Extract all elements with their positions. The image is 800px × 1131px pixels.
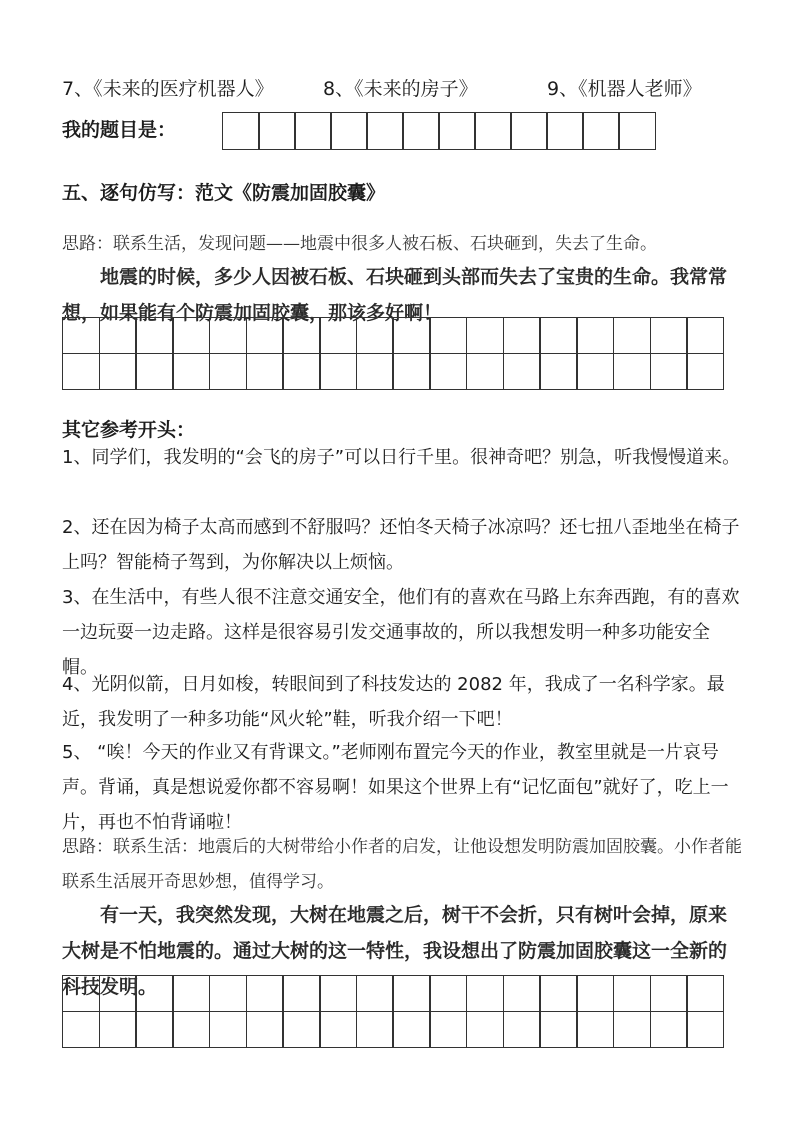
grid-cell[interactable]	[576, 1011, 614, 1048]
topic-writing-grid[interactable]	[222, 112, 654, 150]
grid-cell[interactable]	[539, 1011, 577, 1048]
grid-cell[interactable]	[503, 975, 541, 1012]
grid-cell[interactable]	[282, 353, 320, 390]
writing-grid-1[interactable]	[62, 317, 723, 388]
grid-cell[interactable]	[503, 1011, 541, 1048]
grid-cell[interactable]	[246, 975, 284, 1012]
grid-cell[interactable]	[392, 353, 430, 390]
grid-cell[interactable]	[62, 317, 100, 354]
grid-cell[interactable]	[576, 317, 614, 354]
grid-cell[interactable]	[686, 353, 724, 390]
grid-cell[interactable]	[209, 317, 247, 354]
opening-4: 4、光阴似箭，日月如梭，转眼间到了科技发达的 2082 年，我成了一名科学家。最近，我发明了一种多功能“风火轮”鞋，听我介绍一下吧！	[62, 674, 725, 730]
grid-cell[interactable]	[319, 317, 357, 354]
grid-row	[62, 317, 723, 353]
grid-cell[interactable]	[99, 975, 137, 1012]
grid-cell[interactable]	[135, 317, 173, 354]
grid-cell[interactable]	[172, 317, 210, 354]
grid-cell[interactable]	[539, 317, 577, 354]
other-openings-title: 其它参考开头：	[62, 419, 196, 441]
grid-cell[interactable]	[466, 317, 504, 354]
grid-cell[interactable]	[62, 353, 100, 390]
grid-cell[interactable]	[466, 1011, 504, 1048]
grid-cell[interactable]	[209, 975, 247, 1012]
grid-cell[interactable]	[546, 112, 584, 150]
grid-cell[interactable]	[613, 975, 651, 1012]
grid-cell[interactable]	[282, 317, 320, 354]
grid-cell[interactable]	[246, 317, 284, 354]
thought-note-2: 思路：联系生活：地震后的大树带给小作者的启发，让他设想发明防震加固胶囊。小作者能联系生活展开奇思妙想，值得学习。	[62, 837, 742, 892]
grid-cell[interactable]	[246, 353, 284, 390]
grid-cell[interactable]	[613, 317, 651, 354]
opening-5: 5、 “唉！今天的作业又有背课文。”老师刚布置完今天的作业，教室里就是一片哀号声。背诵，真是想说爱你都不容易啊！如果这个世界上有“记忆面包”就好了，吃上一片，再也不怕背诵啦！	[62, 742, 729, 833]
grid-cell[interactable]	[319, 1011, 357, 1048]
grid-cell[interactable]	[466, 353, 504, 390]
grid-cell[interactable]	[613, 1011, 651, 1048]
section-5-title: 五、逐句仿写：范文《防震加固胶囊》	[62, 182, 386, 204]
grid-cell[interactable]	[429, 975, 467, 1012]
writing-grid-2[interactable]	[62, 975, 723, 1046]
my-topic-label: 我的题目是：	[62, 119, 177, 141]
grid-cell[interactable]	[356, 1011, 394, 1048]
grid-cell[interactable]	[62, 975, 100, 1012]
model-passage-2: 有一天，我突然发现，大树在地震之后，树干不会折，只有树叶会掉，原来大树是不怕地震的。通过大树的这一特性，我设想出了防震加固胶囊这一全新的科技发明。	[62, 904, 728, 998]
grid-cell[interactable]	[539, 975, 577, 1012]
grid-cell[interactable]	[356, 353, 394, 390]
grid-cell[interactable]	[282, 975, 320, 1012]
grid-cell[interactable]	[503, 353, 541, 390]
grid-cell[interactable]	[209, 1011, 247, 1048]
grid-cell[interactable]	[438, 112, 476, 150]
grid-cell[interactable]	[650, 317, 688, 354]
grid-cell[interactable]	[429, 1011, 467, 1048]
grid-cell[interactable]	[356, 317, 394, 354]
grid-cell[interactable]	[356, 975, 394, 1012]
model-passage-1: 地震的时候，多少人因被石板、石块砸到头部而失去了宝贵的生命。我常常想，如果能有个防震加固胶囊，那该多好啊！	[62, 266, 728, 324]
grid-cell[interactable]	[510, 112, 548, 150]
opening-2: 2、还在因为椅子太高而感到不舒服吗？还怕冬天椅子冰凉吗？还七扭八歪地坐在椅子上吗？智能椅子驾到，为你解决以上烦恼。	[62, 517, 740, 573]
grid-cell[interactable]	[135, 975, 173, 1012]
grid-cell[interactable]	[402, 112, 440, 150]
grid-cell[interactable]	[686, 1011, 724, 1048]
grid-cell[interactable]	[135, 353, 173, 390]
grid-cell[interactable]	[539, 353, 577, 390]
topic-option-7: 7、《未来的医疗机器人》	[62, 78, 274, 100]
grid-cell[interactable]	[392, 317, 430, 354]
grid-cell[interactable]	[429, 353, 467, 390]
opening-1: 1、同学们，我发明的“会飞的房子”可以日行千里。很神奇吧？别急，听我慢慢道来。	[62, 447, 741, 468]
grid-cell[interactable]	[319, 975, 357, 1012]
grid-cell[interactable]	[466, 975, 504, 1012]
grid-cell[interactable]	[99, 353, 137, 390]
thought-note-1: 思路：联系生活，发现问题——地震中很多人被石板、石块砸到，失去了生命。	[62, 234, 657, 254]
grid-cell[interactable]	[172, 353, 210, 390]
grid-cell[interactable]	[429, 317, 467, 354]
grid-cell[interactable]	[246, 1011, 284, 1048]
grid-cell[interactable]	[282, 1011, 320, 1048]
grid-cell[interactable]	[392, 1011, 430, 1048]
grid-row	[62, 975, 723, 1011]
grid-cell[interactable]	[99, 1011, 137, 1048]
grid-cell[interactable]	[618, 112, 656, 150]
grid-cell[interactable]	[576, 975, 614, 1012]
opening-3: 3、在生活中，有些人很不注意交通安全，他们有的喜欢在马路上东奔西跑，有的喜欢一边玩耍一边走路。这样是很容易引发交通事故的，所以我想发明一种多功能安全帽。	[62, 587, 740, 678]
grid-cell[interactable]	[294, 112, 332, 150]
grid-cell[interactable]	[258, 112, 296, 150]
grid-row	[62, 353, 723, 389]
grid-cell[interactable]	[319, 353, 357, 390]
grid-cell[interactable]	[392, 975, 430, 1012]
grid-cell[interactable]	[582, 112, 620, 150]
grid-cell[interactable]	[650, 975, 688, 1012]
grid-cell[interactable]	[686, 317, 724, 354]
grid-cell[interactable]	[474, 112, 512, 150]
grid-cell[interactable]	[62, 1011, 100, 1048]
grid-cell[interactable]	[686, 975, 724, 1012]
topic-option-8: 8、《未来的房子》	[323, 78, 478, 100]
grid-cell[interactable]	[613, 353, 651, 390]
grid-cell[interactable]	[366, 112, 404, 150]
grid-cell[interactable]	[330, 112, 368, 150]
grid-cell[interactable]	[650, 1011, 688, 1048]
grid-cell[interactable]	[172, 975, 210, 1012]
topic-option-9: 9、《机器人老师》	[547, 78, 702, 100]
grid-cell[interactable]	[576, 353, 614, 390]
grid-cell[interactable]	[135, 1011, 173, 1048]
grid-cell[interactable]	[650, 353, 688, 390]
grid-cell[interactable]	[503, 317, 541, 354]
grid-row	[62, 1011, 723, 1047]
grid-cell[interactable]	[222, 112, 260, 150]
grid-cell[interactable]	[209, 353, 247, 390]
grid-cell[interactable]	[99, 317, 137, 354]
grid-cell[interactable]	[172, 1011, 210, 1048]
